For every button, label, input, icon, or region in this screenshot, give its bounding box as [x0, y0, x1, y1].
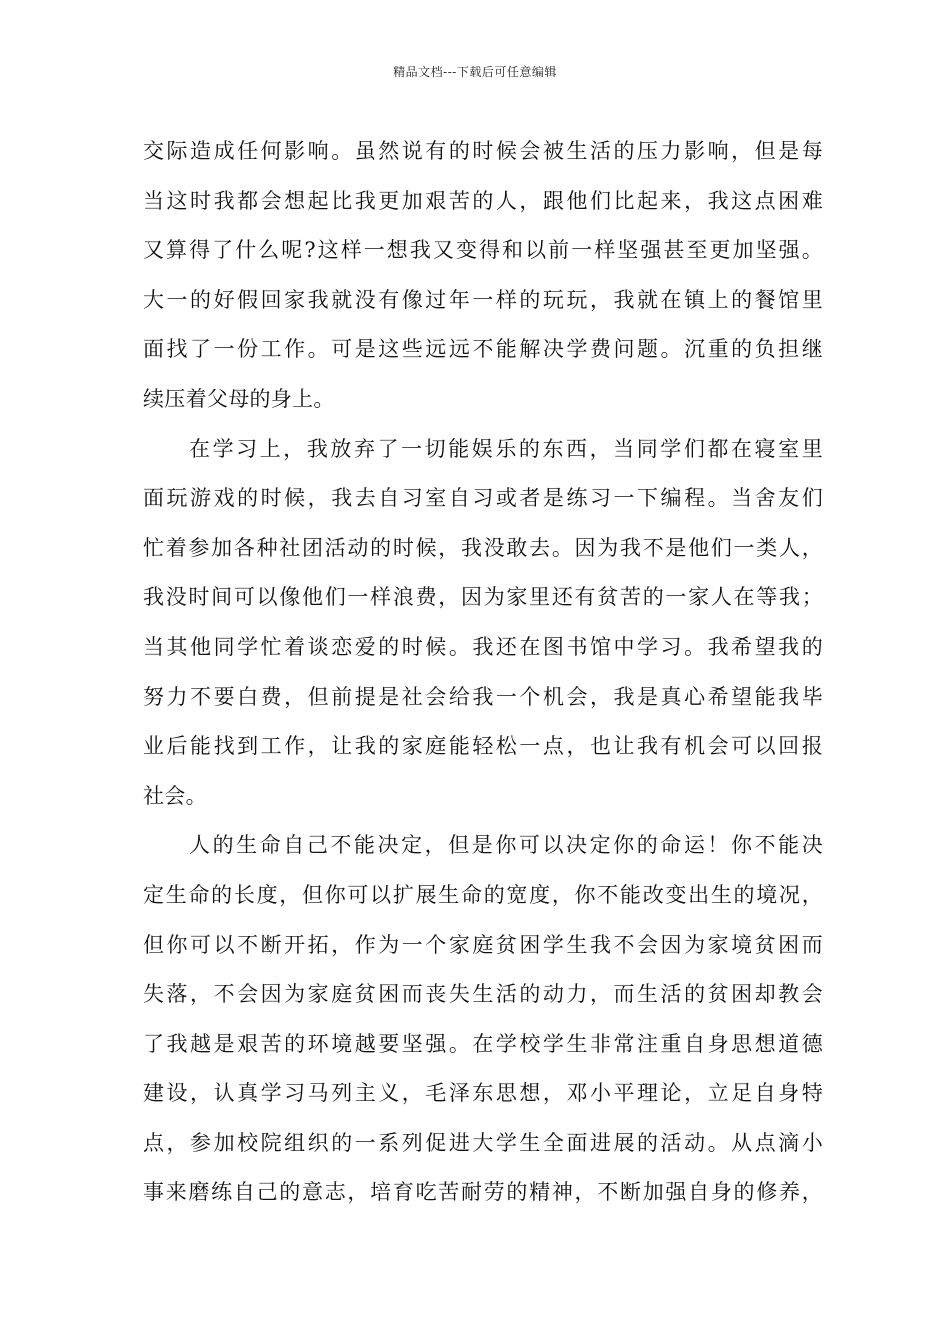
text-line: 社会。	[143, 783, 207, 808]
page-header: 精品文档---下载后可任意编辑	[393, 65, 557, 79]
text-line: 当这时我都会想起比我更加艰苦的人，跟他们比起来，我这点困难	[143, 188, 823, 213]
text-line: 续压着父母的身上。	[143, 386, 335, 411]
text-line: 了我越是艰苦的环境越要坚强。在学校学生非常注重自身思想道德	[143, 1031, 823, 1056]
document-body	[143, 127, 823, 1218]
text-line: 交际造成任何影响。虽然说有的时候会被生活的压力影响，但是每	[143, 139, 823, 163]
text-line: 我没时间可以像他们一样浪费，因为家里还有贫苦的一家人在等我；	[143, 585, 823, 610]
paragraph-first-line: 人的生命自己不能决定，但是你可以决定你的命运！你不能决	[189, 833, 823, 858]
text-line: 业后能找到工作，让我的家庭能轻松一点，也让我有机会可以回报	[143, 734, 823, 759]
text-line: 面玩游戏的时候，我去自习室自习或者是练习一下编程。当舍友们	[143, 486, 823, 511]
text-line: 当其他同学忙着谈恋爱的时候。我还在图书馆中学习。我希望我的	[143, 634, 823, 659]
text-line: 又算得了什么呢?这样一想我又变得和以前一样坚强甚至更加坚强。	[143, 238, 823, 263]
paragraph-first-line: 在学习上，我放弃了一切能娱乐的东西，当同学们都在寝室里	[189, 436, 823, 461]
text-line: 面找了一份工作。可是这些远远不能解决学费问题。沉重的负担继	[143, 337, 823, 362]
text-line: 失落，不会因为家庭贫困而丧失生活的动力，而生活的贫困却教会	[143, 982, 823, 1007]
text-line: 努力不要白费，但前提是社会给我一个机会，我是真心希望能我毕	[143, 684, 823, 709]
text-line: 点，参加校院组织的一系列促进大学生全面进展的活动。从点滴小	[143, 1130, 823, 1155]
text-line: 忙着参加各种社团活动的时候，我没敢去。因为我不是他们一类人，	[143, 535, 823, 560]
text-line: 但你可以不断开拓，作为一个家庭贫困学生我不会因为家境贫困而	[143, 932, 823, 957]
text-line: 大一的好假回家我就没有像过年一样的玩玩，我就在镇上的餐馆里	[143, 287, 823, 312]
text-line: 定生命的长度，但你可以扩展生命的宽度，你不能改变出生的境况，	[143, 882, 823, 907]
text-line: 建设，认真学习马列主义，毛泽东思想，邓小平理论，立足自身特	[143, 1081, 823, 1106]
text-line: 事来磨练自己的意志，培育吃苦耐劳的精神，不断加强自身的修养，	[143, 1180, 823, 1205]
